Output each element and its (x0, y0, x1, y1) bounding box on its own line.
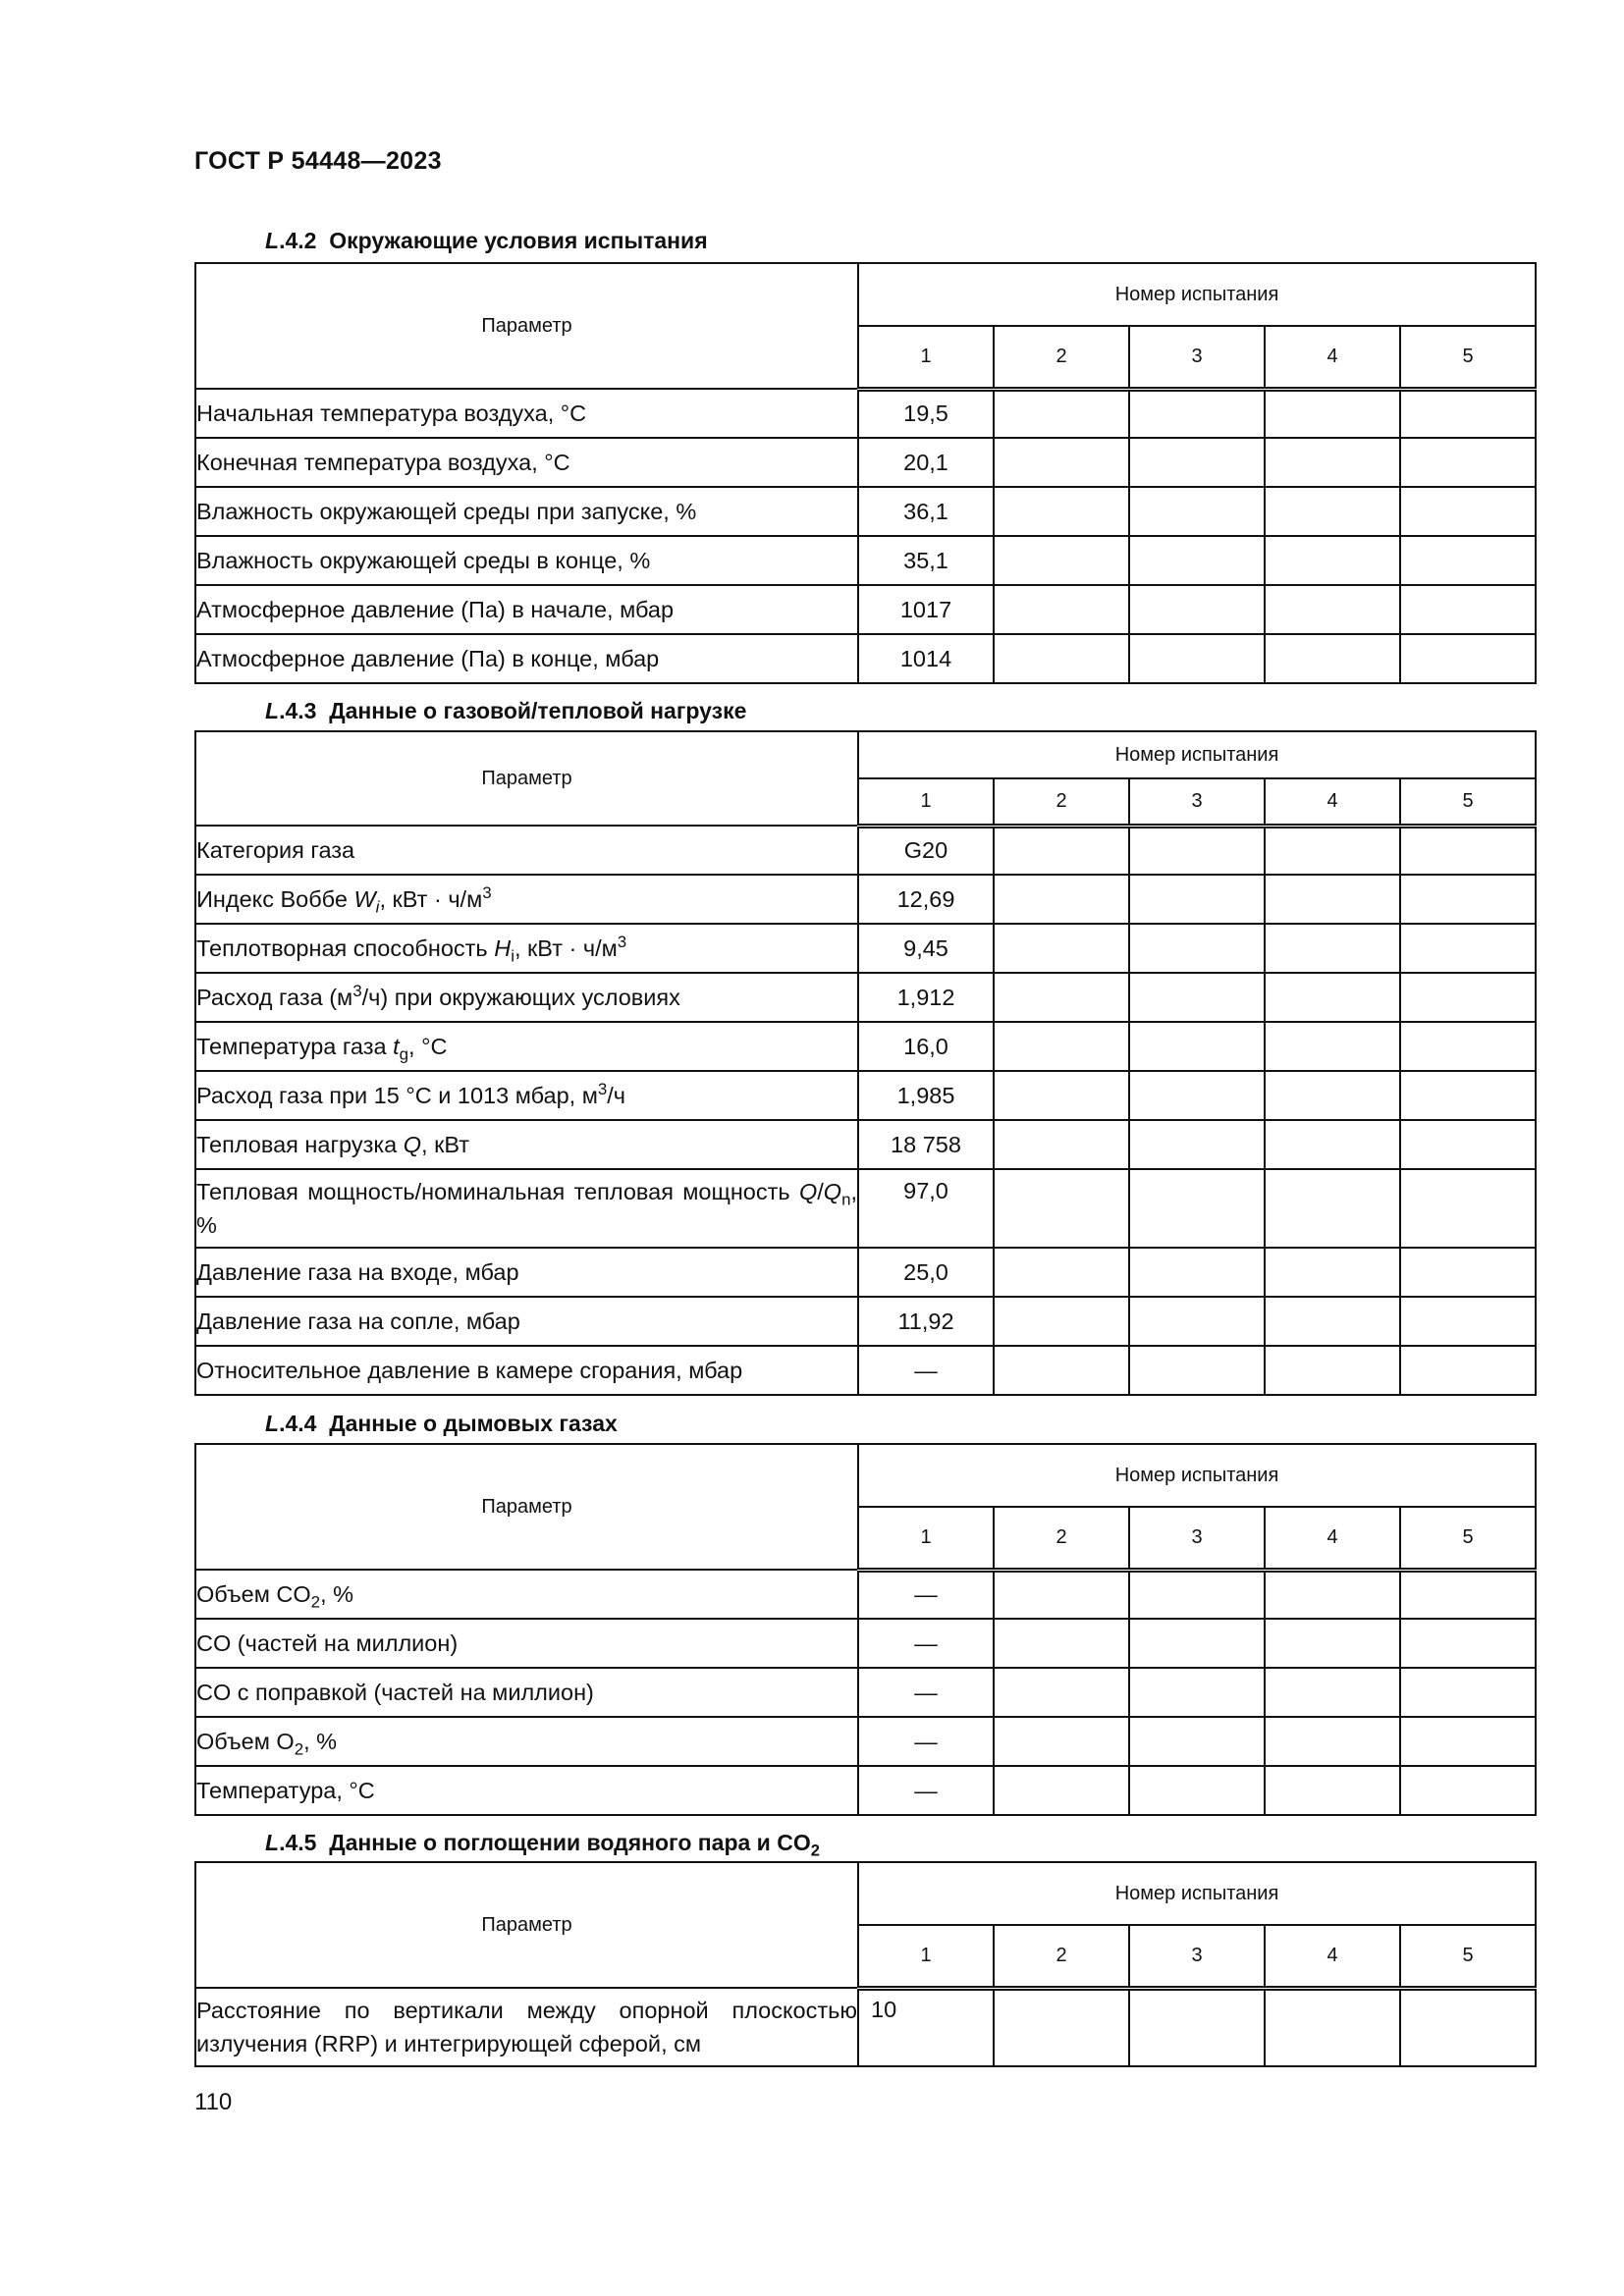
row-label: Расход газа $(м^3/ч)$ при окружающих условиях (195, 973, 858, 1022)
cell-empty (1129, 1570, 1265, 1619)
table-row (195, 389, 1536, 438)
cell-value: — (858, 1570, 994, 1619)
row-label: Тепловая нагрузка Q, кВт (195, 1120, 858, 1169)
test-number-header: Номер испытания (858, 1862, 1536, 1925)
cell-empty (994, 1988, 1129, 2066)
cell-empty (1129, 1169, 1265, 1248)
cell-empty (1400, 1120, 1536, 1169)
cell-empty (1265, 1120, 1400, 1169)
cell-value: — (858, 1668, 994, 1717)
cell-empty (1400, 924, 1536, 973)
param-header: Параметр (195, 1862, 858, 1988)
section-number: .4.5 (279, 1830, 317, 1855)
cell-value: 16,0 (858, 1022, 994, 1071)
cell-empty (1265, 1766, 1400, 1815)
cell-empty (994, 1120, 1129, 1169)
test-number-3: 3 (1129, 326, 1265, 389)
absorption-table (194, 1861, 1537, 2067)
table-row (195, 487, 1536, 536)
cell-empty (1129, 1120, 1265, 1169)
table-row (195, 826, 1536, 875)
table-row (195, 1570, 1536, 1619)
section-title-text: Данные о дымовых газах (329, 1411, 618, 1436)
cell-empty (994, 585, 1129, 634)
cell-empty (1265, 826, 1400, 875)
test-number-header: Номер испытания (858, 1444, 1536, 1507)
test-number-2: 2 (994, 1925, 1129, 1988)
cell-empty (994, 1248, 1129, 1297)
row-label: Атмосферное давление (Па) в начале, мбар (195, 585, 858, 634)
cell-empty (1129, 924, 1265, 973)
cell-empty (994, 1668, 1129, 1717)
cell-value: 25,0 (858, 1248, 994, 1297)
ambient-conditions-table (194, 262, 1537, 684)
cell-value: 1014 (858, 634, 994, 683)
cell-empty (1400, 826, 1536, 875)
table-row (195, 1022, 1536, 1071)
table-row (195, 1988, 1536, 2066)
gas-load-table (194, 730, 1537, 1396)
table-row (195, 438, 1536, 487)
cell-empty (1265, 1248, 1400, 1297)
cell-value: 19,5 (858, 389, 994, 438)
section-number-prefix: L (265, 228, 280, 253)
table-row (195, 1766, 1536, 1815)
cell-empty (1265, 973, 1400, 1022)
cell-empty (1400, 1169, 1536, 1248)
cell-empty (994, 634, 1129, 683)
test-number-4: 4 (1265, 1507, 1400, 1570)
cell-empty (994, 1570, 1129, 1619)
cell-empty (1129, 1071, 1265, 1120)
cell-empty (1265, 634, 1400, 683)
row-label: Конечная температура воздуха, °C (195, 438, 858, 487)
cell-empty (1265, 536, 1400, 585)
cell-empty (1400, 487, 1536, 536)
test-number-5: 5 (1400, 1925, 1536, 1988)
cell-empty (1265, 924, 1400, 973)
test-number-2: 2 (994, 1507, 1129, 1570)
cell-empty (1129, 1766, 1265, 1815)
cell-empty (1400, 438, 1536, 487)
row-label: Объем $O_2$, % (195, 1717, 858, 1766)
test-number-4: 4 (1265, 1925, 1400, 1988)
row-label: CO (частей на миллион) (195, 1619, 858, 1668)
row-label: Температура, °C (195, 1766, 858, 1815)
table-row (195, 1248, 1536, 1297)
cell-empty (994, 1346, 1129, 1395)
cell-empty (1129, 536, 1265, 585)
section-title-absorption (265, 1830, 820, 1860)
table-row (195, 973, 1536, 1022)
table-row (195, 634, 1536, 683)
test-number-3: 3 (1129, 778, 1265, 826)
cell-empty (1129, 1248, 1265, 1297)
row-label: Температура газа $t_g$, °C (195, 1022, 858, 1071)
cell-empty (1400, 634, 1536, 683)
section-number: .4.2 (279, 228, 317, 253)
cell-empty (1265, 1297, 1400, 1346)
cell-empty (1265, 438, 1400, 487)
cell-empty (1129, 389, 1265, 438)
test-number-3: 3 (1129, 1925, 1265, 1988)
section-number: .4.3 (279, 698, 317, 723)
cell-value: 18 758 (858, 1120, 994, 1169)
cell-empty (1129, 826, 1265, 875)
row-label: Тепловая мощность/номинальная тепловая мощность $Q/Q_n$, % (195, 1169, 858, 1248)
cell-value: 20,1 (858, 438, 994, 487)
test-number-header: Номер испытания (858, 263, 1536, 326)
cell-empty (1265, 1668, 1400, 1717)
cell-value: 36,1 (858, 487, 994, 536)
section-title-text: Данные о поглощении водяного пара и CO (329, 1830, 811, 1855)
table-row (195, 924, 1536, 973)
test-number-3: 3 (1129, 1507, 1265, 1570)
table-row (195, 1668, 1536, 1717)
section-number: .4.4 (279, 1411, 317, 1436)
cell-empty (994, 875, 1129, 924)
cell-empty (1129, 1022, 1265, 1071)
cell-empty (994, 1766, 1129, 1815)
section-title-text: Данные о газовой/тепловой нагрузке (329, 698, 747, 723)
section-title-ambient (265, 228, 708, 254)
cell-empty (994, 1022, 1129, 1071)
test-number-1: 1 (858, 778, 994, 826)
section-number-prefix: L (265, 698, 280, 723)
section-title-text: Окружающие условия испытания (329, 228, 708, 253)
row-label: Атмосферное давление (Па) в конце, мбар (195, 634, 858, 683)
cell-value: — (858, 1619, 994, 1668)
cell-empty (1400, 585, 1536, 634)
test-number-5: 5 (1400, 326, 1536, 389)
cell-empty (1265, 1988, 1400, 2066)
cell-empty (1265, 1022, 1400, 1071)
cell-empty (1265, 1071, 1400, 1120)
cell-empty (994, 973, 1129, 1022)
table-row (195, 1169, 1536, 1248)
cell-empty (994, 826, 1129, 875)
row-label: Расстояние по вертикали между опорной плоскостью излучения (RRP) и интегрирующей сферой, см (195, 1988, 858, 2066)
table-row (195, 1346, 1536, 1395)
section-title-gas-load (265, 698, 746, 724)
cell-empty (1129, 1297, 1265, 1346)
test-number-2: 2 (994, 326, 1129, 389)
cell-empty (1400, 973, 1536, 1022)
row-label: CO с поправкой (частей на миллион) (195, 1668, 858, 1717)
test-number-4: 4 (1265, 778, 1400, 826)
cell-empty (994, 924, 1129, 973)
table-row (195, 1120, 1536, 1169)
cell-empty (994, 389, 1129, 438)
section-number-prefix: L (265, 1830, 280, 1855)
test-number-5: 5 (1400, 1507, 1536, 1570)
table-row (195, 1071, 1536, 1120)
cell-empty (1400, 389, 1536, 438)
cell-value: 10 (858, 1988, 994, 2066)
row-label: Давление газа на входе, мбар (195, 1248, 858, 1297)
cell-empty (1400, 1668, 1536, 1717)
cell-empty (1129, 438, 1265, 487)
test-number-header: Номер испытания (858, 731, 1536, 778)
cell-empty (1400, 1297, 1536, 1346)
cell-empty (994, 536, 1129, 585)
row-label: Влажность окружающей среды при запуске, % (195, 487, 858, 536)
param-header: Параметр (195, 731, 858, 826)
cell-empty (1129, 1668, 1265, 1717)
param-header: Параметр (195, 263, 858, 389)
row-label: Теплотворная способность $H_i$, кВт · $ч/м^3$ (195, 924, 858, 973)
cell-empty (1265, 1619, 1400, 1668)
row-label: Объем $CO_2$, % (195, 1570, 858, 1619)
cell-empty (1400, 536, 1536, 585)
cell-empty (1400, 1346, 1536, 1395)
cell-empty (1129, 1346, 1265, 1395)
cell-empty (994, 438, 1129, 487)
cell-empty (1400, 1717, 1536, 1766)
cell-empty (1400, 1766, 1536, 1815)
cell-empty (1400, 1619, 1536, 1668)
cell-empty (994, 487, 1129, 536)
cell-empty (1265, 1346, 1400, 1395)
cell-empty (1129, 487, 1265, 536)
section-title-subscript: 2 (810, 1841, 820, 1860)
test-number-4: 4 (1265, 326, 1400, 389)
cell-empty (1400, 1248, 1536, 1297)
page-number: 110 (194, 2089, 233, 2115)
row-label: Влажность окружающей среды в конце, % (195, 536, 858, 585)
test-number-2: 2 (994, 778, 1129, 826)
cell-value: 9,45 (858, 924, 994, 973)
cell-empty (994, 1717, 1129, 1766)
cell-empty (1129, 1717, 1265, 1766)
document-code: ГОСТ Р 54448—2023 (194, 147, 442, 175)
cell-value: — (858, 1346, 994, 1395)
table-row (195, 1717, 1536, 1766)
cell-value: — (858, 1766, 994, 1815)
row-label: Категория газа (195, 826, 858, 875)
table-row (195, 875, 1536, 924)
cell-empty (1400, 1022, 1536, 1071)
cell-value: 1,985 (858, 1071, 994, 1120)
cell-empty (1400, 1988, 1536, 2066)
cell-empty (1265, 1570, 1400, 1619)
section-number-prefix: L (265, 1411, 280, 1436)
row-label: Начальная температура воздуха, °C (195, 389, 858, 438)
cell-empty (1265, 1717, 1400, 1766)
row-label: Индекс Воббе $W_i$, кВт · $ч/м^3$ (195, 875, 858, 924)
cell-empty (1129, 1988, 1265, 2066)
test-number-1: 1 (858, 1925, 994, 1988)
cell-value: 1,912 (858, 973, 994, 1022)
test-number-1: 1 (858, 1507, 994, 1570)
row-label: Относительное давление в камере сгорания, мбар (195, 1346, 858, 1395)
table-row (195, 1619, 1536, 1668)
test-number-1: 1 (858, 326, 994, 389)
table-row (195, 1297, 1536, 1346)
section-title-flue-gas (265, 1411, 618, 1437)
cell-value: G20 (858, 826, 994, 875)
cell-empty (1400, 1071, 1536, 1120)
cell-value: 97,0 (858, 1169, 994, 1248)
cell-value: 1017 (858, 585, 994, 634)
cell-empty (1265, 585, 1400, 634)
table-row (195, 585, 1536, 634)
cell-value: — (858, 1717, 994, 1766)
cell-empty (1129, 634, 1265, 683)
cell-empty (1129, 1619, 1265, 1668)
cell-empty (1265, 1169, 1400, 1248)
cell-value: 11,92 (858, 1297, 994, 1346)
cell-value: 35,1 (858, 536, 994, 585)
table-row (195, 536, 1536, 585)
cell-value: 12,69 (858, 875, 994, 924)
cell-empty (1400, 875, 1536, 924)
cell-empty (994, 1297, 1129, 1346)
param-header: Параметр (195, 1444, 858, 1570)
cell-empty (1129, 585, 1265, 634)
cell-empty (1400, 1570, 1536, 1619)
test-number-5: 5 (1400, 778, 1536, 826)
cell-empty (1265, 487, 1400, 536)
flue-gas-table (194, 1443, 1537, 1816)
cell-empty (1265, 875, 1400, 924)
cell-empty (1265, 389, 1400, 438)
cell-empty (994, 1619, 1129, 1668)
cell-empty (1129, 875, 1265, 924)
cell-empty (994, 1071, 1129, 1120)
row-label: Давление газа на сопле, мбар (195, 1297, 858, 1346)
row-label: Расход газа при 15 °C и 1013 мбар, $м^3/ч$ (195, 1071, 858, 1120)
cell-empty (994, 1169, 1129, 1248)
cell-empty (1129, 973, 1265, 1022)
